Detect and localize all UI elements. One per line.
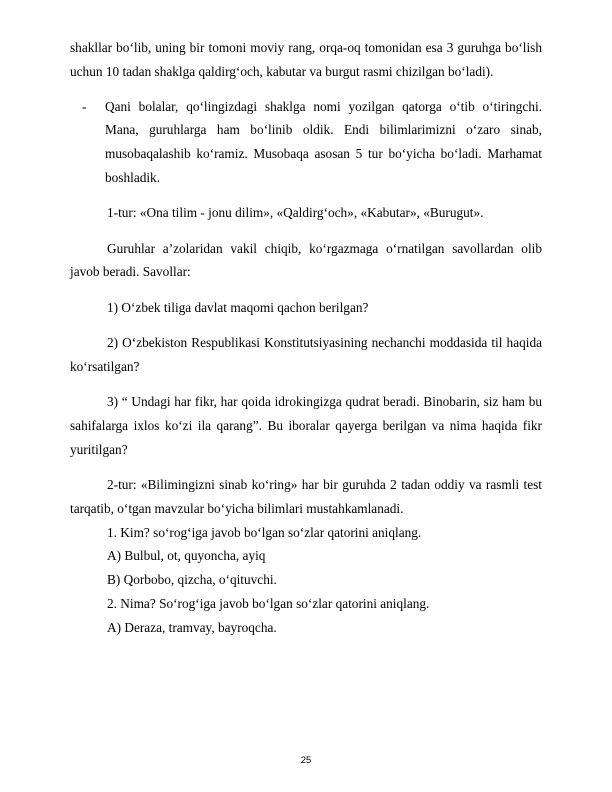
round-1-heading: 1-tur: «Ona tilim - jonu dilim», «Qaldirgʻoch», «Kabutar», «Burugut». [107, 205, 484, 221]
round-2-heading: 2-tur: «Bilimingizni sinab koʻring» har bir guruhda 2 tadan oddiy va rasmli test tarqatib, oʻtgan mavzular boʻyicha bilimlari mustahkamlanadi. [70, 476, 542, 516]
bullet-text: Qani bolalar, qoʻlingizdagi shaklga nomi yozilgan qatorga oʻtib o‘tiringchi. Mana, guruhlarga ham boʻlinib oldik. Endi bilimlarimizni o‘zaro sinab, musobaqalashib koʻramiz. Musobaqa asosan 5 tur boʻyicha bo‘ladi. Marhamat boshladik. [105, 98, 542, 185]
document-page [70, 36, 542, 640]
test-1-option-b: B) Qorbobo, qizcha, oʻqituvchi. [107, 572, 277, 588]
paragraph-intro: shakllar boʻlib, uning bir tomoni moviy rang, orqa-oq tomonidan esa 3 guruhga boʻlish uchun 10 tadan shaklga qaldirgʻoch, kabutar va burgut rasmi chizilgan boʻladi). [70, 40, 542, 79]
question-3: 3) “ Undagi har fikr, har qoida idrokingizga qudrat beradi. Binobarin, siz ham bu sahifalarga ixlos koʻzi ila qarang”. Bu iboralar qayerga berilgan va nima haqida fikr yuritilgan? [70, 394, 542, 457]
test-2-option-a: A) Deraza, tramvay, bayroqcha. [107, 619, 277, 635]
test-1-question: 1. Kim? soʻrogʻiga javob boʻlgan soʻzlar qatorini aniqlang. [107, 524, 422, 540]
test-1-option-a: A) Bulbul, ot, quyoncha, ayiq [107, 548, 266, 564]
question-2: 2) Oʻzbekiston Respublikasi Konstitutsiyasining nechanchi moddasida til haqida koʻrsatilgan? [70, 334, 542, 374]
bullet-item [70, 95, 542, 190]
page-number: 25 [300, 755, 312, 766]
test-2-question: 2. Nima? Soʻrog‘iga javob boʻlgan soʻzlar qatorini aniqlang. [107, 595, 430, 611]
question-1: 1) Oʻzbek tiliga davlat maqomi qachon berilgan? [107, 299, 369, 315]
paragraph-groups: Guruhlar aʼzolaridan vakil chiqib, koʻrgazmaga oʻrnatilgan savollardan olib javob beradi. Savollar: [70, 240, 542, 280]
dash-marker: - [82, 98, 87, 114]
